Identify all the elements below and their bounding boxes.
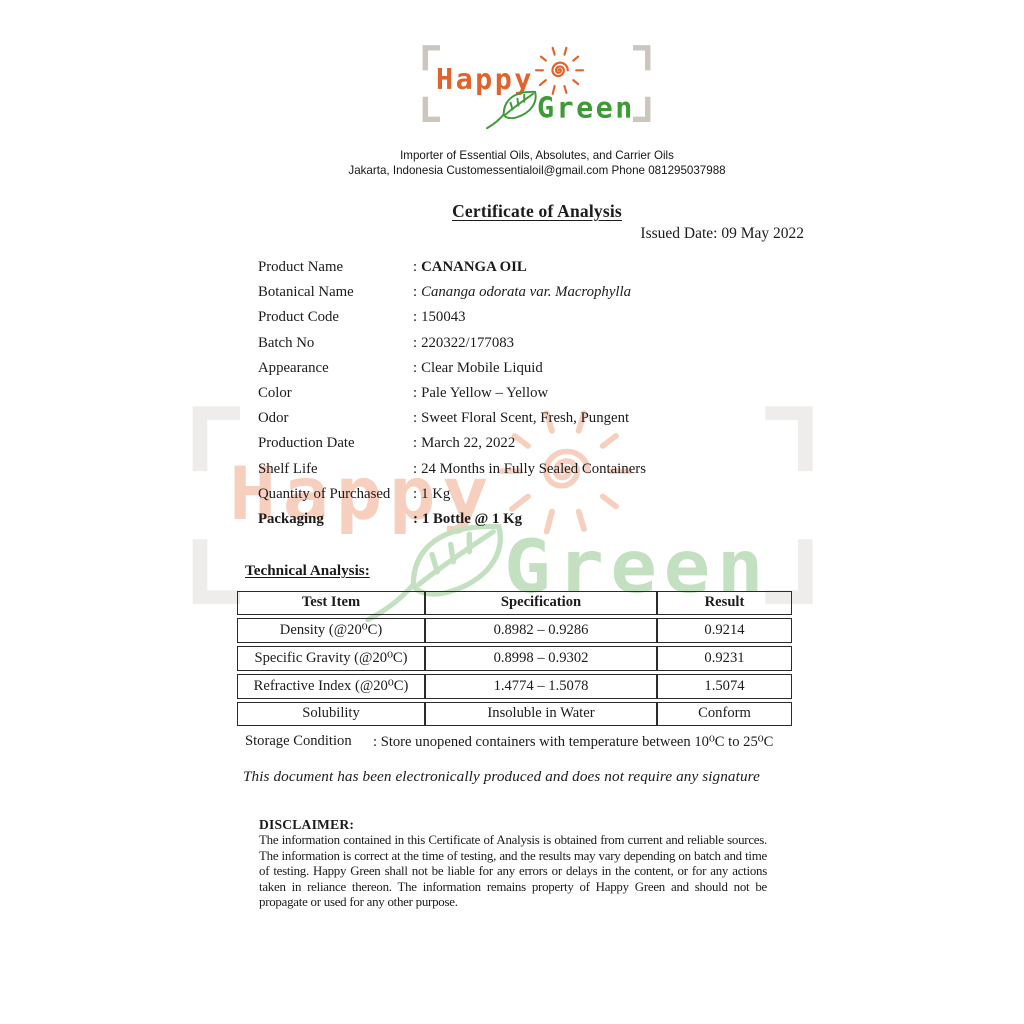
table-row <box>237 702 792 726</box>
field-value: Pale Yellow – Yellow <box>421 385 549 402</box>
table-cell: 1.5074 <box>657 674 792 699</box>
table-row <box>237 618 792 643</box>
product-field-row <box>258 482 1024 507</box>
product-field-row <box>258 331 1024 356</box>
product-field-row <box>258 431 1024 456</box>
field-value: Clear Mobile Liquid <box>421 359 543 376</box>
field-value: 220322/177083 <box>421 334 515 351</box>
product-field-row <box>258 406 1024 431</box>
field-label: Quantity of Purchased <box>258 485 391 502</box>
field-colon: : <box>413 435 418 452</box>
table-cell: Conform <box>657 702 792 726</box>
company-address: Jakarta, Indonesia Customessentialoil@gmail.com Phone 081295037988 <box>348 163 726 177</box>
table-header-cell: Specification <box>425 591 657 615</box>
field-value: 1 Bottle @ 1 Kg <box>421 510 523 527</box>
field-value: 24 Months in Fully Sealed Containers <box>421 460 646 477</box>
table-header-row <box>237 591 792 615</box>
product-field-row <box>258 305 1024 330</box>
field-colon: : <box>413 284 418 301</box>
field-label: Batch No <box>258 334 315 351</box>
field-colon: : <box>413 460 418 477</box>
issued-date: Issued Date: 09 May 2022 <box>640 225 804 242</box>
field-label: Botanical Name <box>258 284 354 301</box>
field-label: Odor <box>258 410 289 427</box>
table-cell: 0.8982 – 0.9286 <box>425 618 657 643</box>
disclaimer-heading: DISCLAIMER: <box>259 817 355 833</box>
field-value: CANANGA OIL <box>421 259 527 276</box>
table-cell: Density (@20⁰C) <box>237 618 425 643</box>
product-field-row <box>258 356 1024 381</box>
field-colon: : <box>413 510 418 527</box>
field-value: 1 Kg <box>421 485 451 502</box>
table-row <box>237 674 792 699</box>
disclaimer-body: The information contained in this Certificate of Analysis is obtained from current and reliable sources. The information is correct at the time of testing, and the results may vary depending on batch and time of testing. Happy Green shall not be liable for any errors or delays in the content, or for any actions taken in reliance thereon. The information remains property of Happy Green and should not be propagate or used for any other purpose. <box>259 833 767 909</box>
field-colon: : <box>413 385 418 402</box>
company-tagline: Importer of Essential Oils, Absolutes, and Carrier Oils <box>400 149 674 162</box>
field-label: Product Code <box>258 309 339 326</box>
technical-analysis-heading: Technical Analysis: <box>245 562 370 580</box>
field-colon: : <box>413 334 418 351</box>
product-fields <box>258 255 1024 532</box>
field-colon: : <box>413 309 418 326</box>
table-cell: Refractive Index (@20⁰C) <box>237 674 425 699</box>
table-cell: Solubility <box>237 702 425 726</box>
storage-condition-label: Storage Condition <box>245 733 352 750</box>
document-title: Certificate of Analysis <box>452 201 622 221</box>
field-label: Shelf Life <box>258 460 318 477</box>
product-field-row <box>258 280 1024 305</box>
happy-green-logo <box>419 38 655 136</box>
storage-condition-row <box>245 733 1024 751</box>
product-field-row <box>258 381 1024 406</box>
field-colon: : <box>413 359 418 376</box>
electronic-signature-note: This document has been electronically produced and does not require any signature <box>243 768 760 786</box>
field-value: Sweet Floral Scent, Fresh, Pungent <box>421 410 630 427</box>
field-value: Cananga odorata var. Macrophylla <box>421 284 632 301</box>
product-field-row <box>258 255 1024 280</box>
product-field-row <box>258 457 1024 482</box>
company-contact <box>50 149 1024 178</box>
table-cell: 0.9231 <box>657 646 792 671</box>
field-value: March 22, 2022 <box>421 435 516 452</box>
field-label: Production Date <box>258 435 355 452</box>
field-label: Color <box>258 385 292 402</box>
field-label: Appearance <box>258 359 329 376</box>
table-header-cell: Test Item <box>237 591 425 615</box>
table-cell: 0.9214 <box>657 618 792 643</box>
field-value: 150043 <box>421 309 466 326</box>
table-cell: Specific Gravity (@20⁰C) <box>237 646 425 671</box>
table-row <box>237 646 792 671</box>
disclaimer-section <box>259 817 767 910</box>
product-field-row <box>258 507 1024 532</box>
table-cell: 1.4774 – 1.5078 <box>425 674 657 699</box>
storage-condition-value: : Store unopened containers with temperature between 10⁰C to 25⁰C <box>373 734 774 751</box>
table-header-cell: Result <box>657 591 792 615</box>
field-colon: : <box>413 485 418 502</box>
field-label: Product Name <box>258 259 344 276</box>
table-cell: 0.8998 – 0.9302 <box>425 646 657 671</box>
technical-analysis-table <box>237 588 792 729</box>
field-colon: : <box>413 410 418 427</box>
table-cell: Insoluble in Water <box>425 702 657 726</box>
field-label: Packaging <box>258 510 324 527</box>
field-colon: : <box>413 259 418 276</box>
